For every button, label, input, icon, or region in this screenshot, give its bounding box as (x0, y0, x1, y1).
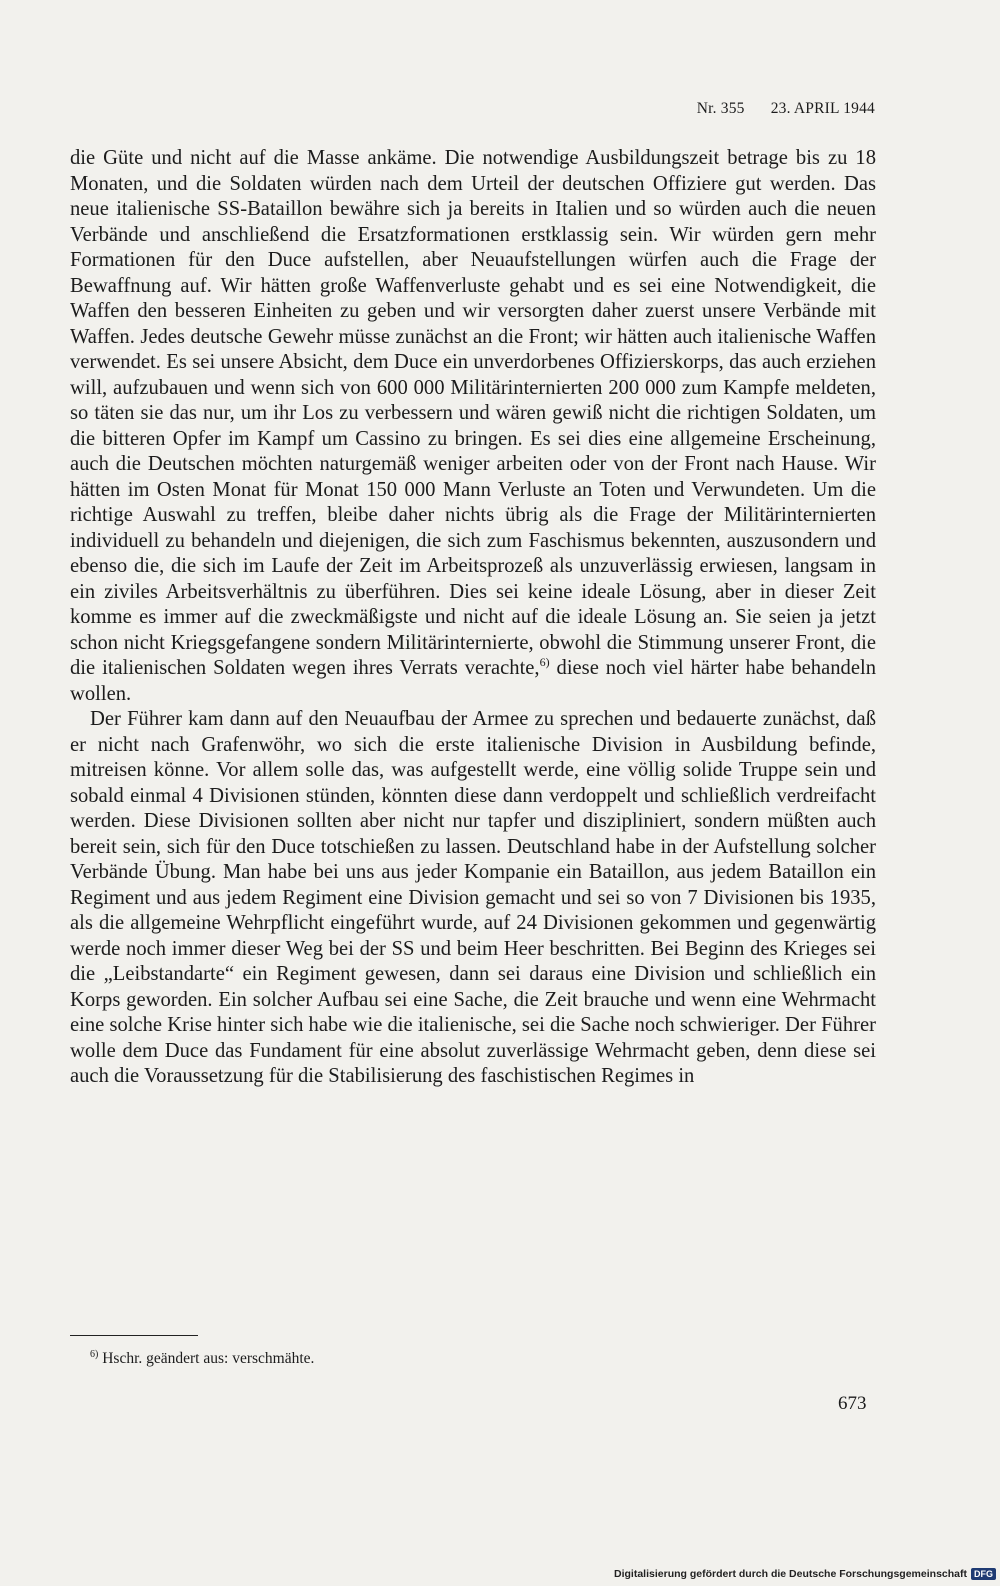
dfg-logo-icon: DFG (971, 1568, 996, 1580)
document-date: 23. APRIL 1944 (770, 100, 875, 117)
page-header (697, 100, 875, 118)
footnote-text: Hschr. geändert aus: verschmähte. (98, 1350, 315, 1367)
page-number: 673 (838, 1393, 867, 1414)
footnote-divider (70, 1335, 198, 1336)
paragraph-1-text: die Güte und nicht auf die Masse ankäme. Die notwendige Ausbildungszeit betrage bis zu 18 Monaten, und die Soldaten würden nach dem Urteil der deutschen Offiziere gut werden. Das neue italienische SS-Bataillon bewähre sich ja bereits in Italien und so würden auch die neuen Verbände und anschließend die Ersatzformationen erstklassig sein. Wir würden gern mehr Formationen für den Duce aufstellen, aber Neuaufstellungen würfen auch die Frage der Bewaffnung auf. Wir hätten große Waffenverluste gehabt und es sei eine Notwendigkeit, die Waffen den besseren Einheiten zu geben und wir versorgten daher zuerst unsere Verbände mit Waffen. Jedes deutsche Gewehr müsse zunächst an die Front; wir hätten auch italienische Waffen verwendet. Es sei unsere Absicht, dem Duce ein unverdorbenes Offizierskorps, das auch erziehen will, aufzubauen und wenn sich von 600 000 Militärinternierten 200 000 zum Kampfe meldeten, so täten sie das nur, um ihr Los zu verbessern und wären gewiß nicht die richtigen Soldaten, um die bitteren Opfer im Kampf um Cassino zu bringen. Es sei dies eine allgemeine Erscheinung, auch die Deutschen möchten naturgemäß weniger arbeiten oder von der Front nach Hause. Wir hätten im Osten Monat für Monat 150 000 Mann Verluste an Toten und Verwundeten. Um die richtige Auswahl zu treffen, bleibe daher nichts übrig als die Frage der Militärinternierten individuell zu behandeln und diejenigen, die sich zum Faschismus bekennten, auszusondern und ebenso die, die sich im Laufe der Zeit im Arbeitsprozeß als unzuverlässig erwiesen, langsam in ein ziviles Arbeitsverhältnis zu überführen. Dies sei keine ideale Lösung, aber in dieser Zeit komme es immer auf die zweckmäßigste und nicht auf die ideale Lösung an. Sie seien ja jetzt schon nicht Kriegsgefangene sondern Militärinternierte, obwohl die Stimmung unserer Front, die die italienischen Soldaten wegen ihres Verrats verachte, (70, 147, 876, 679)
footnote (90, 1350, 314, 1368)
funding-banner (614, 1568, 996, 1580)
paragraph-1 (70, 146, 876, 707)
paragraph-1-text-end: diese noch viel härter habe behandeln wollen. (70, 657, 876, 705)
body-text (70, 146, 876, 1090)
document-number: Nr. 355 (696, 100, 745, 117)
funding-banner-text: Digitalisierung gefördert durch die Deutsche Forschungsgemeinschaft (614, 1568, 967, 1580)
footnote-reference: 6) (539, 655, 550, 670)
paragraph-2: Der Führer kam dann auf den Neuaufbau der Armee zu sprechen und bedauerte zunächst, daß er nicht nach Grafenwöhr, wo sich die erste italienische Division in Ausbildung befinde, mitreisen könne. Vor allem solle das, was aufgestellt werde, eine völlig solide Truppe sein und sobald einmal 4 Divisionen stünden, könnten diese dann verdoppelt und schließlich verdreifacht werden. Diese Divisionen sollten aber nicht nur tapfer und diszipliniert, sondern müßten auch bereit sein, sich für den Duce totschießen zu lassen. Deutschland habe in der Aufstellung solcher Verbände Übung. Man habe bei uns aus jeder Kompanie ein Bataillon, aus jedem Bataillon ein Regiment und aus jedem Regiment eine Division gemacht und sei so von 7 Divisionen bis 1935, als die allgemeine Wehrpflicht eingeführt wurde, auf 24 Divisionen gekommen und gegenwärtig werde noch immer dieser Weg bei der SS und beim Heer beschritten. Bei Beginn des Krieges sei die „Leibstandarte“ ein Regiment gewesen, dann sei daraus eine Division und schließlich ein Korps geworden. Ein solcher Aufbau sei eine Sache, die Zeit brauche und wenn eine Wehrmacht eine solche Krise hinter sich habe wie die italienische, sei die Sache noch schwieriger. Der Führer wolle dem Duce das Fundament für eine absolut zuverlässige Wehrmacht geben, denn diese sei auch die Voraussetzung für die Stabilisierung des faschistischen Regimes in (70, 708, 876, 1087)
footnote-marker: 6) (90, 1348, 99, 1360)
